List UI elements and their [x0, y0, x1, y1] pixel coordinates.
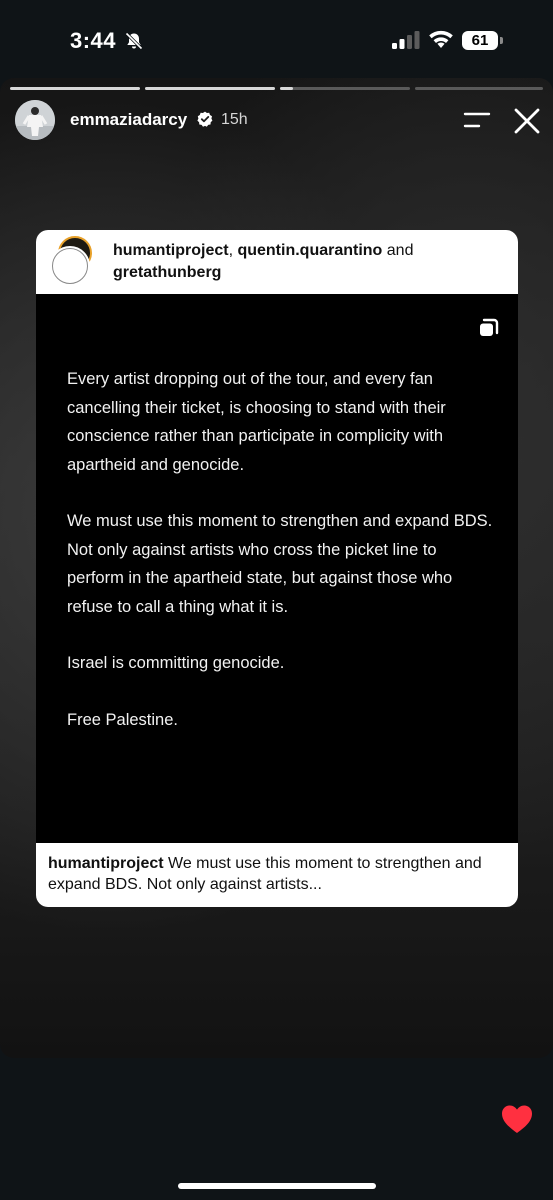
author-gretathunberg[interactable]: gretathunberg: [113, 264, 222, 281]
author-humantiproject[interactable]: humantiproject: [113, 242, 229, 259]
avatar[interactable]: [15, 100, 55, 140]
home-indicator[interactable]: [178, 1183, 376, 1189]
heart-icon[interactable]: [500, 1103, 534, 1135]
caption-username[interactable]: humantiproject: [48, 855, 164, 872]
post-paragraph: Every artist dropping out of the tour, and every fan cancelling their ticket, is choosing to stand with their conscience rather than participate in complicity with apartheid and genocide.: [67, 370, 446, 474]
battery-indicator: 61: [462, 31, 498, 50]
shared-post-body[interactable]: [36, 294, 518, 843]
cellular-signal-icon: [392, 31, 420, 49]
story-header: [0, 78, 553, 168]
story-viewer[interactable]: [0, 78, 553, 1058]
post-paragraph: We must use this moment to strengthen and expand BDS. Not only against artists who cross the picket line to perform in the apartheid state, but against those who refuse to call a thing what it is.: [67, 512, 493, 616]
close-icon[interactable]: [513, 107, 541, 135]
author-separator: ,: [228, 242, 238, 259]
status-bar: [0, 0, 553, 78]
status-time: 3:44: [70, 28, 117, 53]
wifi-icon: [428, 29, 454, 49]
verified-badge-icon: [197, 111, 213, 127]
carousel-icon: [478, 316, 500, 338]
post-paragraph: Israel is committing genocide.: [67, 654, 285, 672]
shared-post-caption[interactable]: [36, 843, 518, 907]
author-quentin-quarantino[interactable]: quentin.quarantino: [237, 242, 383, 259]
story-username[interactable]: emmaziadarcy: [70, 110, 188, 129]
shared-post-card[interactable]: [36, 230, 518, 907]
battery-tip: [500, 37, 503, 44]
bell-slash-icon: [124, 31, 144, 51]
caption-body: We must use this moment to strengthen and expand BDS. Not only against artists...: [48, 855, 482, 893]
collab-avatar-ring: [52, 248, 88, 284]
shared-post-header: [36, 230, 518, 294]
post-text: [67, 365, 497, 762]
post-paragraph: Free Palestine.: [67, 710, 178, 729]
menu-icon[interactable]: [463, 109, 491, 131]
author-separator: and: [382, 242, 414, 259]
caption-text: [48, 853, 508, 895]
avatar-image: [15, 100, 55, 140]
story-timestamp: 15h: [221, 111, 248, 128]
shared-post-authors[interactable]: [113, 240, 513, 284]
collab-avatar-front: [50, 246, 90, 286]
